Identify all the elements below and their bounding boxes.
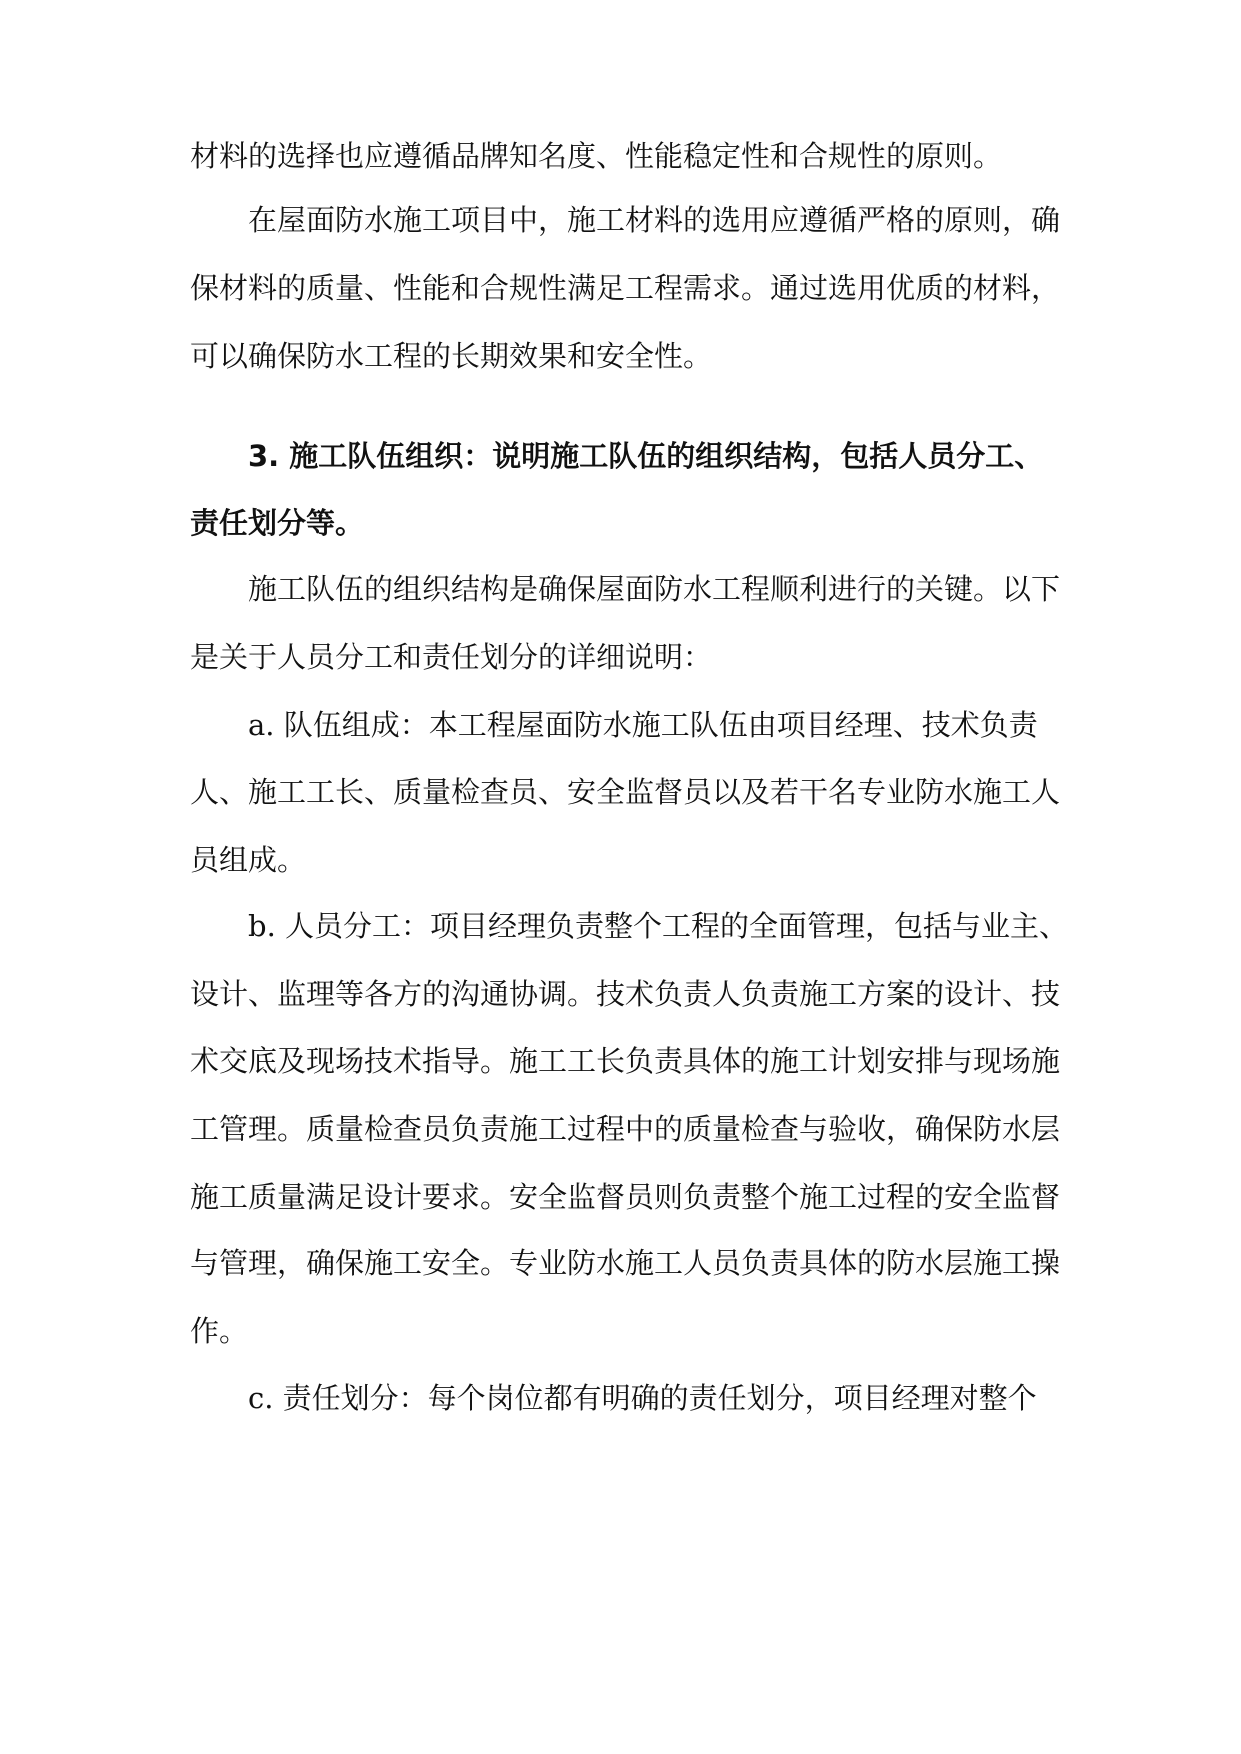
text-line: 与管理，确保施工安全。专业防水施工人员负责具体的防水层施工操 (190, 1246, 1061, 1280)
text-line: 设计、监理等各方的沟通协调。技术负责人负责施工方案的设计、技 (190, 977, 1061, 1011)
text-line: 是关于人员分工和责任划分的详细说明： (190, 640, 713, 674)
text-line: 员组成。 (190, 843, 307, 877)
text-line: 保材料的质量、性能和合规性满足工程需求。通过选用优质的材料， (190, 271, 1061, 305)
section-heading: 责任划分等。 (190, 506, 365, 540)
text-line: 工管理。质量检查员负责施工过程中的质量检查与验收，确保防水层 (190, 1112, 1061, 1146)
text-line: 在屋面防水施工项目中，施工材料的选用应遵循严格的原则，确 (248, 203, 1061, 237)
list-item-c: c. 责任划分：每个岗位都有明确的责任划分，项目经理对整个 (248, 1381, 1037, 1415)
list-item-b: b. 人员分工：项目经理负责整个工程的全面管理，包括与业主、 (248, 909, 1069, 943)
text-line: 施工质量满足设计要求。安全监督员则负责整个施工过程的安全监督 (190, 1180, 1061, 1214)
text-line: 人、施工工长、质量检查员、安全监督员以及若干名专业防水施工人 (190, 775, 1061, 809)
text-line: 可以确保防水工程的长期效果和安全性。 (190, 339, 713, 373)
list-item-a: a. 队伍组成：本工程屋面防水施工队伍由项目经理、技术负责 (248, 708, 1038, 742)
text-line: 术交底及现场技术指导。施工工长负责具体的施工计划安排与现场施 (190, 1044, 1061, 1078)
text-line: 施工队伍的组织结构是确保屋面防水工程顺利进行的关键。以下 (248, 572, 1061, 606)
text-line: 作。 (190, 1314, 249, 1348)
text-line: 材料的选择也应遵循品牌知名度、性能稳定性和合规性的原则。 (190, 139, 1003, 173)
section-heading: 3. 施工队伍组织：说明施工队伍的组织结构，包括人员分工、 (248, 439, 1044, 473)
